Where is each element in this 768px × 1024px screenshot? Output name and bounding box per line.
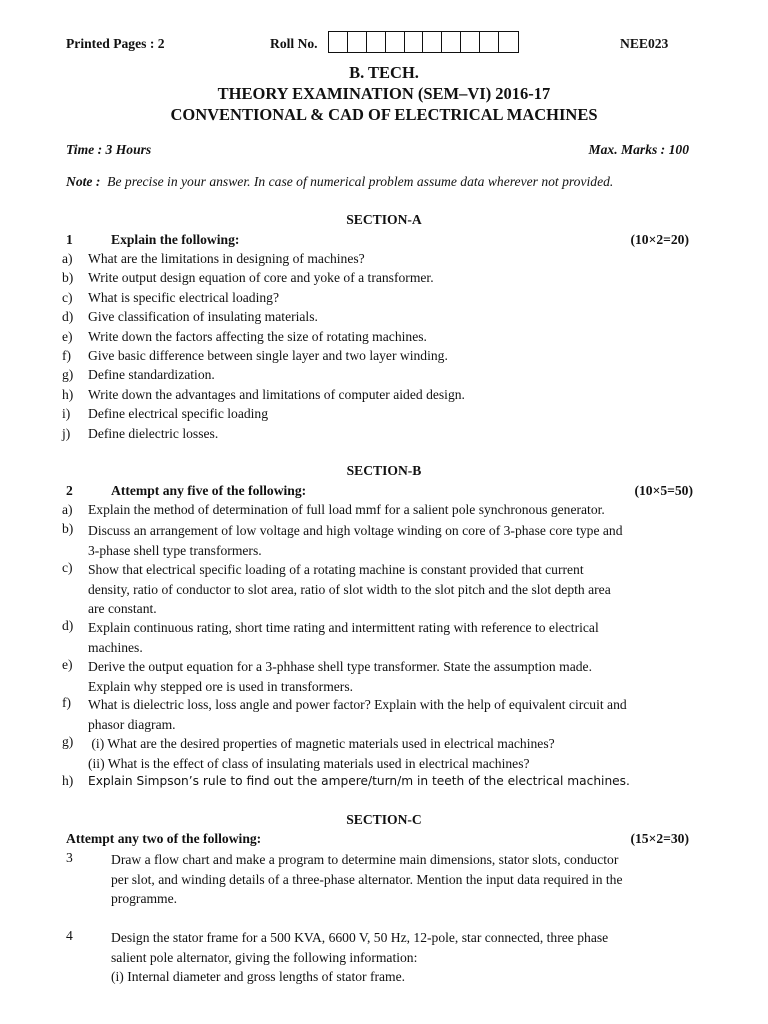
exam-title: THEORY EXAMINATION (SEM–VI) 2016-17	[217, 84, 551, 103]
roll-no-box	[329, 32, 348, 52]
roll-no-box	[367, 32, 386, 52]
printed-pages: Printed Pages : 2	[66, 36, 165, 51]
q3-number: 3	[66, 850, 73, 865]
roll-no-box	[499, 32, 518, 52]
section-c-marks: (15×2=30)	[630, 831, 689, 846]
section-b-qtext: Attempt any five of the following:	[111, 483, 307, 498]
degree-title: B. TECH.	[349, 63, 419, 82]
time-label: Time : 3 Hours	[66, 142, 152, 157]
section-a-qnum: 1	[66, 232, 73, 247]
roll-no-box	[405, 32, 424, 52]
section-a-heading: SECTION-A	[346, 212, 422, 227]
section-a-marks: (10×2=20)	[630, 232, 689, 247]
note	[66, 174, 613, 190]
roll-no-box	[423, 32, 442, 52]
section-b-marks: (10×5=50)	[634, 483, 693, 498]
roll-no-box	[480, 32, 499, 52]
section-c-heading: SECTION-C	[346, 812, 422, 827]
roll-no-box	[386, 32, 405, 52]
subject-title: CONVENTIONAL & CAD OF ELECTRICAL MACHINES	[170, 105, 598, 124]
paper-code: NEE023	[620, 36, 669, 51]
max-marks: Max. Marks : 100	[588, 142, 689, 157]
roll-no-boxes	[328, 31, 519, 53]
note-label: Note :	[66, 174, 101, 189]
q4-number: 4	[66, 928, 73, 943]
roll-no-box	[348, 32, 367, 52]
q3-text: Draw a flow chart and make a program to determine main dimensions, stator slots, conductor per slot, and winding details of a three-phase alternator. Mention the input data required in the programme.	[111, 852, 623, 906]
roll-no-label: Roll No.	[270, 36, 318, 51]
section-a-qtext: Explain the following:	[111, 232, 240, 247]
section-b-heading: SECTION-B	[346, 463, 422, 478]
q4-text: Design the stator frame for a 500 KVA, 6600 V, 50 Hz, 12-pole, star connected, three phase salient pole alternator, giving the following information: (i) Internal diameter and gross lengths of stator frame.	[111, 930, 609, 984]
roll-no-box	[442, 32, 461, 52]
note-text: Be precise in your answer. In case of numerical problem assume data wherever not provided.	[107, 174, 614, 189]
section-b-qnum: 2	[66, 483, 73, 498]
section-c-instruction: Attempt any two of the following:	[66, 831, 262, 846]
roll-no-box	[461, 32, 480, 52]
